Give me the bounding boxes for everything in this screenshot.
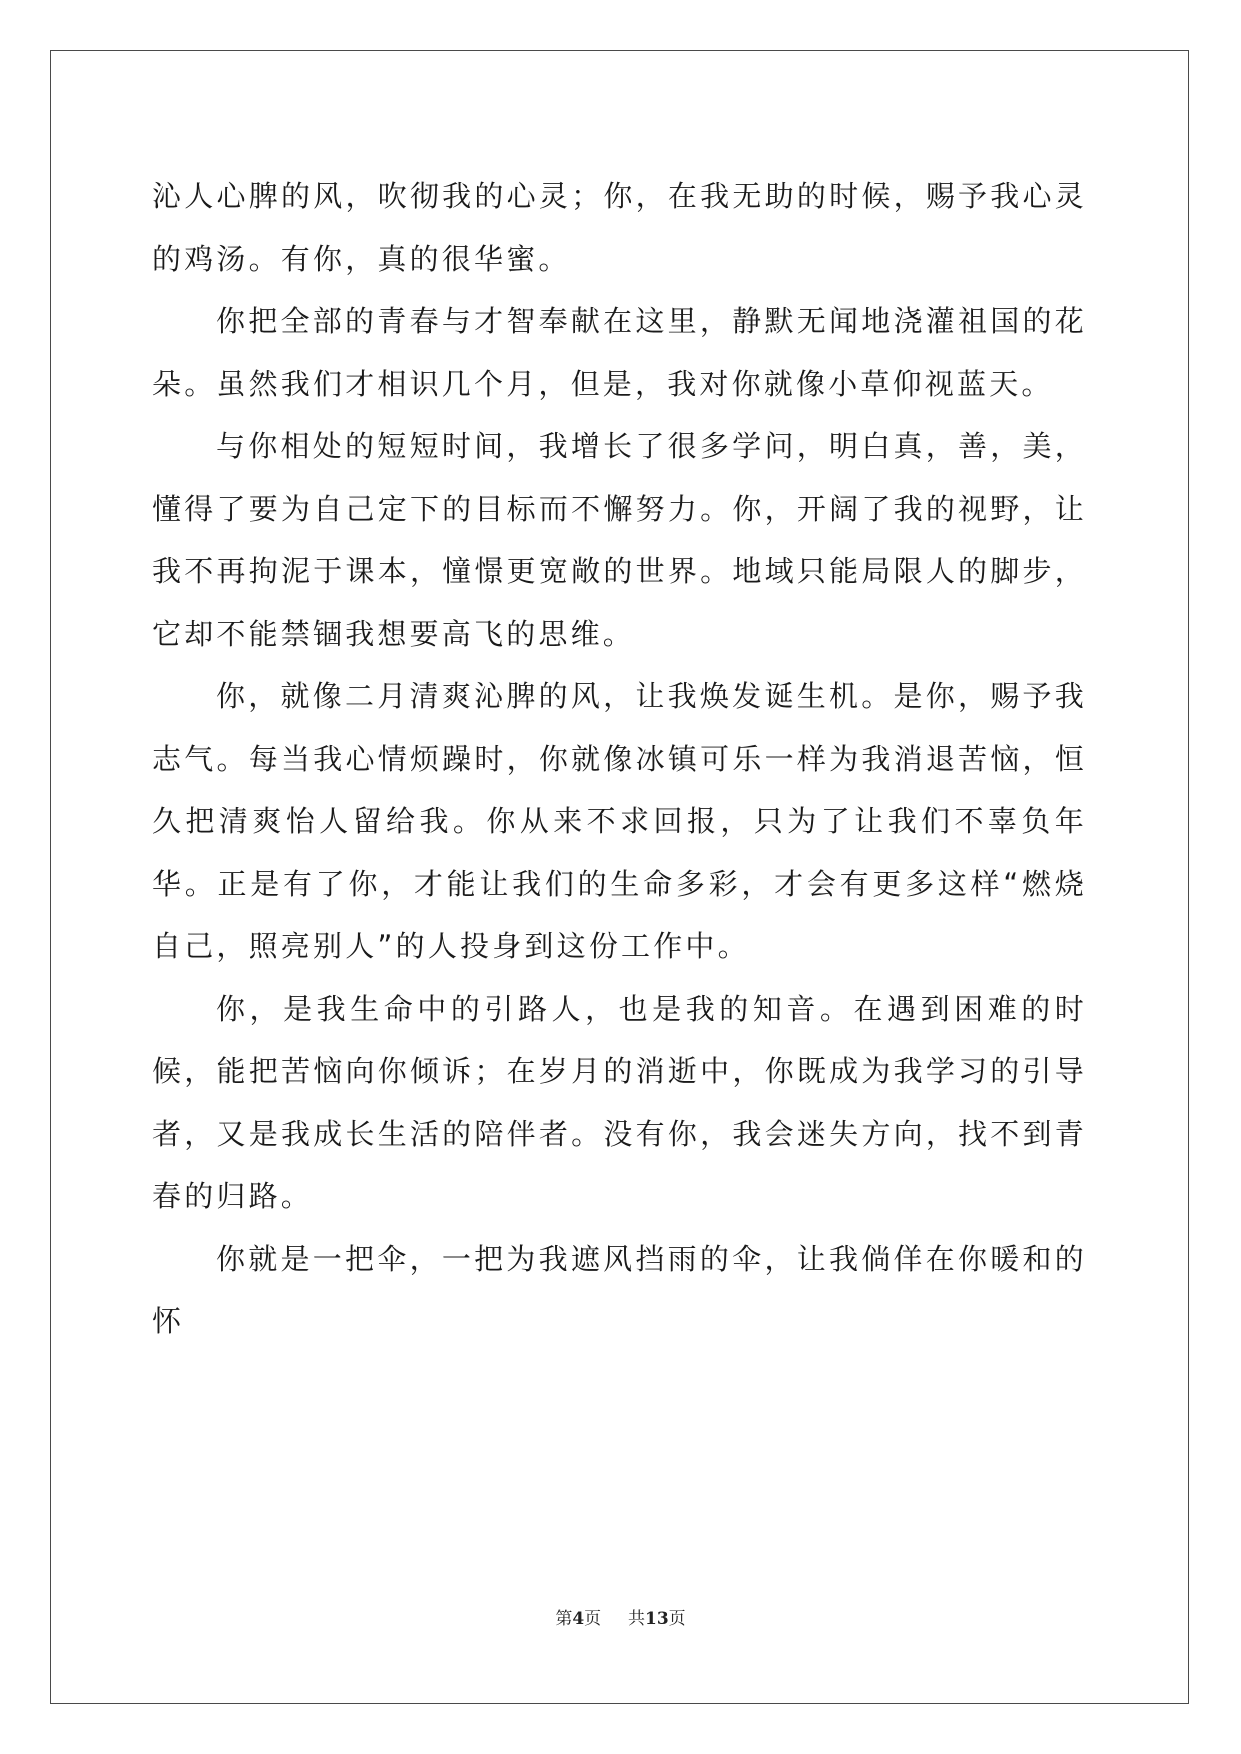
current-page-number: 4: [572, 1609, 585, 1629]
page-prefix: 第: [555, 1609, 573, 1629]
paragraph-2: 你把全部的青春与才智奉献在这里，静默无闻地浇灌祖国的花朵。虽然我们才相识几个月，但是，我对你就像小草仰视蓝天。: [152, 304, 1087, 401]
document-body: [152, 165, 1087, 1353]
total-pages-label: [628, 1609, 686, 1629]
total-suffix: 页: [668, 1609, 686, 1629]
total-page-number: 13: [644, 1609, 669, 1629]
page-number-label: [555, 1609, 606, 1629]
page-footer: [0, 1604, 1241, 1629]
paragraph-1: 沁人心脾的风，吹彻我的心灵；你，在我无助的时候，赐予我心灵的鸡汤。有你，真的很华蜜。: [152, 179, 1087, 276]
paragraph-5: 你，是我生命中的引路人，也是我的知音。在遇到困难的时候，能把苦恼向你倾诉；在岁月的消逝中，你既成为我学习的引导者，又是我成长生活的陪伴者。没有你，我会迷失方向，找不到青春的归路。: [152, 991, 1087, 1213]
total-prefix: 共: [627, 1609, 645, 1629]
paragraph-3: 与你相处的短短时间，我增长了很多学问，明白真，善，美，懂得了要为自己定下的目标而不懈努力。你，开阔了我的视野，让我不再拘泥于课本，憧憬更宽敞的世界。地域只能局限人的脚步，它却不能禁锢我想要高飞的思维。: [152, 429, 1087, 651]
page-suffix: 页: [584, 1609, 602, 1629]
paragraph-4: 你，就像二月清爽沁脾的风，让我焕发诞生机。是你，赐予我志气。每当我心情烦躁时，你就像冰镇可乐一样为我消退苦恼，恒久把清爽怡人留给我。你从来不求回报，只为了让我们不辜负年华。正是有了你，才能让我们的生命多彩，才会有更多这样“燃烧自己，照亮别人”的人投身到这份工作中。: [152, 679, 1087, 963]
paragraph-6: 你就是一把伞，一把为我遮风挡雨的伞，让我倘佯在你暖和的怀: [152, 1241, 1087, 1338]
